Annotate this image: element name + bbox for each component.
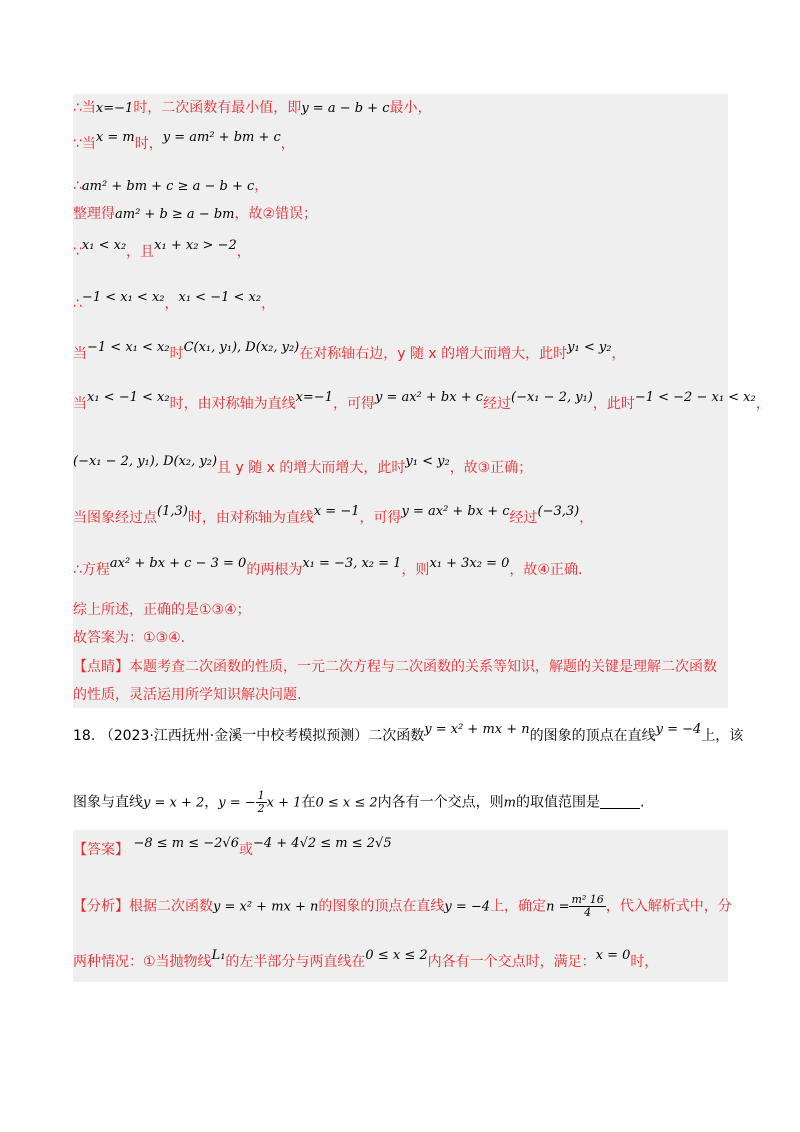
math: x=−1 (95, 101, 134, 116)
text: 最小， (389, 100, 432, 116)
math: x₁ = −3, x₂ = 1 (302, 556, 402, 571)
solution-line-12: 综上所述，正确的是①③④； (73, 602, 251, 618)
math: y = x² + mx + n (424, 722, 530, 737)
text: ，且 (126, 244, 155, 260)
math: 0 ≤ x ≤ 2 (365, 948, 428, 963)
solution-line-4 (73, 204, 728, 225)
text: ， (579, 510, 594, 526)
text: ，代入解析式中，分 (605, 898, 732, 915)
math: −1 < x₁ < x₂ (87, 340, 170, 355)
question-line-2 (73, 790, 728, 815)
math: n = (546, 899, 570, 915)
math: y = ax² + bx + c (401, 504, 510, 519)
solution-line-7 (73, 340, 728, 365)
text: 的两根为 (246, 562, 303, 578)
text: ， (261, 296, 276, 312)
text: 时，二次函数有最小值，即 (133, 100, 302, 116)
math: (−x₁ − 2, y₁), D(x₂, y₂) (73, 454, 218, 469)
text: ， (611, 346, 626, 362)
math: L₁ (211, 948, 226, 963)
math: (−x₁ − 2, y₁) (511, 390, 593, 405)
numerator: 1 (257, 789, 265, 802)
text: 经过 (509, 510, 538, 526)
math: (1,3) (157, 504, 188, 519)
solution-line-6 (73, 290, 728, 315)
text: ，故③正确； (449, 460, 533, 476)
math: x₁ < −1 < x₂ (178, 290, 262, 305)
math: x₁ < −1 < x₂ (87, 390, 170, 405)
text: 时 (169, 346, 184, 362)
text: 经过 (483, 396, 512, 412)
text: 的取值范围是 (515, 794, 600, 811)
text: 或 (238, 842, 253, 858)
numerator: m² 16 (571, 893, 604, 906)
text: ，故④正确. (509, 562, 583, 578)
text: ∴当 (73, 100, 96, 116)
text: . (639, 794, 645, 811)
text: 上，该 (701, 728, 744, 744)
text: 的图象的顶点在直线 (318, 898, 445, 915)
math: C(x₁, y₁), D(x₂, y₂) (183, 340, 300, 355)
text: 时，由对称轴为直线 (169, 396, 296, 412)
text: 时，由对称轴为直线 (187, 510, 314, 526)
math: y = a − b + c (301, 101, 390, 116)
math: m (503, 795, 516, 811)
analysis-line-2 (73, 948, 728, 973)
text: 当 (73, 346, 87, 362)
math: y = x + 2 (143, 795, 205, 811)
text: 在 (301, 794, 316, 811)
math: ax² + bx + c − 3 = 0 (109, 556, 247, 571)
text: ， (236, 244, 251, 260)
tip-tag: 【点睛】 (73, 659, 129, 675)
math: y = −4 (444, 899, 491, 915)
math: 0 ≤ x ≤ 2 (315, 795, 378, 811)
text: 当 (73, 396, 87, 412)
text: 图象与直线 (73, 794, 143, 811)
text: 根据二次函数 (129, 898, 213, 915)
math: x₁ < x₂ (81, 238, 127, 253)
math: y = am² + bm + c (162, 130, 281, 145)
solution-line-1 (73, 98, 728, 119)
solution-line-2 (73, 130, 728, 155)
answer-tag: 【答案】 (73, 842, 129, 858)
text: 内各有一个交点，则 (377, 794, 504, 811)
math: x = m (95, 130, 135, 145)
math: y = − (218, 795, 256, 811)
question-number: 18. (73, 728, 96, 744)
text: 时， (630, 954, 659, 970)
text: 整理得 (73, 206, 115, 222)
text: ， (204, 794, 219, 811)
text: ，则 (401, 562, 430, 578)
text: 的左半部分与两直线在 (225, 954, 366, 970)
math: (−3,3) (537, 504, 580, 519)
text: ， (280, 136, 295, 152)
solution-line-11 (73, 556, 728, 581)
math: x=−1 (295, 390, 333, 405)
solution-line-5 (73, 238, 728, 263)
text: 上，确定 (490, 898, 547, 915)
question-source: （2023·江西抚州·金溪一中校考模拟预测）二次函数 (99, 728, 425, 744)
solution-line-14 (73, 657, 728, 677)
analysis-tag: 【分析】 (73, 898, 129, 915)
math: −8 ≤ m ≤ −2√6 (133, 836, 239, 851)
text: 内各有一个交点时，满足： (427, 954, 596, 970)
solution-line-8 (73, 390, 770, 415)
math: y = −4 (655, 722, 702, 737)
text: 两种情况：①当抛物线 (73, 954, 212, 970)
text: ∴ (73, 296, 82, 312)
math: x₁ + x₂ > −2 (154, 238, 237, 253)
answer-block (73, 830, 732, 982)
math: y₁ < y₂ (405, 454, 450, 469)
text: 在对称轴右边，y 随 x 的增大而增大，此时 (299, 346, 568, 362)
text: 且 y 随 x 的增大而增大，此时 (217, 460, 406, 476)
fraction (256, 790, 267, 815)
answer-line (73, 836, 728, 861)
math: −1 < −2 − x₁ < x₂ (634, 390, 756, 405)
text: ， (254, 178, 269, 194)
text: ∴方程 (73, 562, 110, 578)
fraction (569, 894, 605, 919)
solution-line-3 (73, 176, 728, 197)
denominator: 2 (257, 802, 265, 815)
text: 的图象的顶点在直线 (529, 728, 656, 744)
text: ∵当 (73, 136, 96, 152)
text: ∵ (73, 244, 82, 260)
denominator: 4 (584, 906, 592, 919)
math: x = −1 (313, 504, 360, 519)
answer-blank (600, 794, 640, 809)
math: y = x² + mx + n (213, 899, 319, 915)
text: ∴ (73, 178, 82, 194)
text: ，故②错误； (234, 206, 318, 222)
question-line-1 (73, 722, 744, 747)
math: y₁ < y₂ (567, 340, 612, 355)
text: ，可得 (359, 510, 402, 526)
text: 当图象经过点 (73, 510, 157, 526)
math: x₁ + 3x₂ = 0 (429, 556, 510, 571)
solution-line-10 (73, 504, 728, 529)
solution-line-15: 的性质，灵活运用所学知识解决问题. (73, 687, 302, 703)
math: −4 + 4√2 ≤ m ≤ 2√5 (252, 836, 392, 851)
math: am² + bm + c ≥ a − b + c (81, 179, 255, 194)
math: am² + b ≥ a − bm (115, 207, 235, 222)
text: ，可得 (332, 396, 375, 412)
text: 时， (134, 136, 163, 152)
math: −1 < x₁ < x₂ (81, 290, 165, 305)
text: 本题考查二次函数的性质，一元二次方程与二次函数的关系等知识，解题的关键是理解二次函数 (129, 659, 717, 675)
text: ，此时 (592, 396, 635, 412)
text: ， (755, 396, 770, 412)
text: ， (164, 296, 179, 312)
solution-block (73, 94, 770, 708)
math: x = 0 (595, 948, 631, 963)
math: y = ax² + bx + c (374, 390, 484, 405)
solution-line-9 (73, 454, 728, 479)
solution-line-13: 故答案为：①③④. (73, 630, 186, 646)
math: x + 1 (266, 795, 302, 811)
analysis-line-1 (73, 893, 732, 919)
